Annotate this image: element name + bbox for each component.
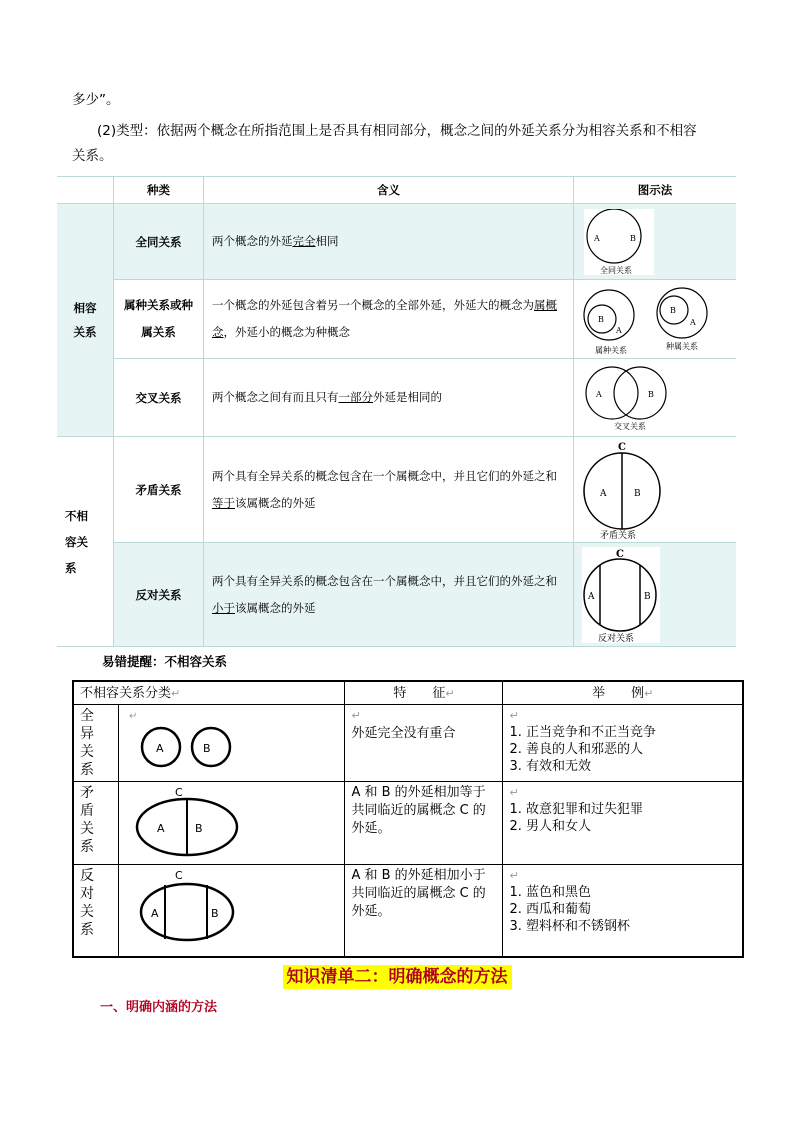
identical-relation-diagram [584,209,654,275]
category-cell: 矛盾关系 [80,785,94,855]
diagram-cell [574,437,737,543]
contrary-ellipse-diagram [123,867,253,947]
table-row [57,437,736,543]
category-cell: 反对关系 [80,868,94,938]
type-cell: 全同关系 [114,204,204,280]
meaning-cell: 两个概念的外延完全相同 [204,204,574,280]
example-item: 2. 西瓜和葡萄 [509,902,591,917]
svg-text:A: A [600,488,607,499]
incompatible-relation-table [72,680,744,958]
svg-text:C: C [616,548,624,560]
meaning-cell: 两个具有全异关系的概念包含在一个属概念中，并且它们的外延之和等于该属概念的外延 [204,437,574,543]
example-item: 1. 故意犯罪和过失犯罪 [509,802,643,817]
contradictory-diagram [582,440,682,540]
example-item: 2. 男人和女人 [509,819,591,834]
svg-text:属种关系: 属种关系 [595,346,627,355]
example-item: 1. 正当竞争和不正当竞争 [509,725,656,740]
intersection-diagram [582,365,682,431]
genus-species-diagram [582,283,732,355]
svg-text:B: B [195,822,203,835]
svg-text:A: A [594,233,600,243]
error-tip: 易错提醒：不相容关系 [102,654,228,669]
table-row: 反对关系 C A B A 和 B 的外延相加小于共同临近的属概念 C 的外延。 ↵ 1. 蓝色和黑色 2. 西瓜和葡萄 3. 塑料杯和不锈钢杯 [73,865,743,957]
svg-text:交叉关系: 交叉关系 [614,421,646,431]
svg-text:B: B [211,907,219,920]
svg-text:A: A [156,742,164,755]
svg-text:B: B [648,389,654,399]
table-row: 全异关系 ↵ A B ↵ 外延完全没有重合 ↵ 1. 正当竞争和不正当竞争 2. 善良的人和邪恶的人 3. 有效和无效 [73,705,743,782]
svg-text:B: B [644,591,651,602]
svg-text:A: A [151,907,159,920]
table-header-row [57,177,736,204]
disjoint-diagram [123,707,243,769]
table-row [57,204,736,280]
feature-cell: 外延完全没有重合 [351,726,456,741]
concept-relation-table [57,176,736,647]
meaning-cell: 一个概念的外延包含着另一个概念的全部外延，外延大的概念为属概念，外延小的概念为种概念 [204,280,574,359]
intro-line-1: 多少”。 [72,92,120,108]
header-type: 种类 [114,177,204,204]
header-diagram: 图示法 [574,177,737,204]
header-feature: 特 征 [393,686,446,701]
example-item: 1. 蓝色和黑色 [509,885,591,900]
meaning-cell: 两个概念之间有而且只有一部分外延是相同的 [204,359,574,437]
svg-text:A: A [616,326,622,335]
table-row [57,359,736,437]
svg-text:B: B [630,233,636,243]
svg-text:B: B [203,742,211,755]
svg-text:↵: ↵ [129,711,138,722]
svg-text:A: A [157,822,165,835]
diagram-cell [574,359,737,437]
diagram-cell [574,543,737,647]
svg-text:C: C [175,869,183,882]
section-title: 知识清单二：明确概念的方法 [283,965,512,989]
svg-text:C: C [618,441,626,453]
header-category: 不相容关系分类 [80,686,172,701]
svg-text:A: A [690,318,696,327]
example-item: 3. 塑料杯和不锈钢杯 [509,919,630,934]
group-compatible: 相容 关系 [57,204,114,437]
diagram-cell [574,204,737,280]
subsection-title: 一、明确内涵的方法 [100,1000,218,1015]
svg-text:A: A [596,389,602,399]
svg-text:A: A [588,591,595,602]
svg-text:C: C [175,786,183,799]
table-header-row: 不相容关系分类↵ 特 征↵ 举 例↵ [73,681,743,705]
category-cell: 全异关系 [80,708,94,778]
group-incompatible: 不相 容关 系 [57,437,114,647]
contrary-diagram [582,547,660,643]
type-cell: 反对关系 [114,543,204,647]
header-example: 举 例 [592,686,645,701]
meaning-cell: 两个具有全异关系的概念包含在一个属概念中，并且它们的外延之和小于该属概念的外延 [204,543,574,647]
svg-text:B: B [634,488,641,499]
type-cell: 属种关系或种属关系 [114,280,204,359]
contradictory-ellipse-diagram [123,784,253,858]
svg-text:B: B [670,306,676,315]
table-row [57,543,736,647]
svg-text:B: B [598,315,604,324]
intro-line-2: (2)类型：依据两个概念在所指范围上是否具有相同部分，概念之间的外延关系分为相容关系和不相容 [97,123,697,139]
type-cell: 矛盾关系 [114,437,204,543]
feature-cell: A 和 B 的外延相加小于共同临近的属概念 C 的外延。 [345,865,503,957]
svg-text:矛盾关系: 矛盾关系 [600,530,637,540]
svg-text:全同关系: 全同关系 [600,265,632,275]
diagram-cell [574,280,737,359]
svg-text:反对关系: 反对关系 [598,633,635,643]
example-item: 3. 有效和无效 [509,759,591,774]
type-cell: 交叉关系 [114,359,204,437]
table-row [57,280,736,359]
svg-text:种属关系: 种属关系 [666,342,698,351]
example-item: 2. 善良的人和邪恶的人 [509,742,643,757]
feature-cell: A 和 B 的外延相加等于共同临近的属概念 C 的外延。 [345,782,503,865]
table-row: 矛盾关系 C A B A 和 B 的外延相加等于共同临近的属概念 C 的外延。 ↵ 1. 故意犯罪和过失犯罪 2. 男人和女人 [73,782,743,865]
header-meaning: 含义 [204,177,574,204]
intro-line-3: 关系。 [72,148,113,164]
